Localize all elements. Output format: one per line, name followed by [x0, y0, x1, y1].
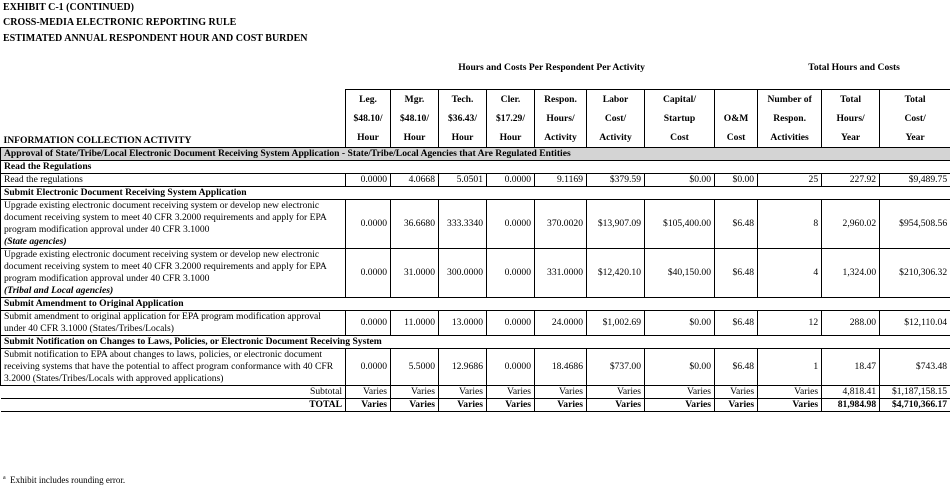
value-cell: $6.48 [715, 348, 758, 385]
value-cell: $743.48 [880, 348, 950, 385]
activity-description [1, 173, 346, 186]
column-header-2 [391, 89, 439, 147]
total-label: TOTAL [1, 398, 346, 411]
footnote [3, 475, 125, 485]
value-cell: $12,420.10 [587, 248, 645, 297]
column-header-line: Labor [602, 93, 629, 105]
section-row [1, 335, 950, 348]
column-header-line: $48.10/ [353, 112, 383, 124]
value-cell: 36.6680 [391, 199, 439, 248]
value-cell: 13.0000 [439, 310, 487, 335]
value-cell: Varies [535, 385, 587, 398]
column-header-line: Leg. [359, 93, 377, 105]
column-header-line: Year [905, 131, 925, 143]
column-header-9 [758, 89, 822, 147]
value-cell: $737.00 [587, 348, 645, 385]
value-cell: Varies [587, 398, 645, 411]
value-cell: Varies [715, 398, 758, 411]
value-cell: Varies [391, 385, 439, 398]
value-cell: $4,710,366.17 [880, 398, 950, 411]
column-header-line: Hours/ [836, 112, 865, 124]
value-cell: $12,110.04 [880, 310, 950, 335]
column-header-line: $48.10/ [399, 112, 430, 124]
value-cell: Varies [535, 398, 587, 411]
approval-header-row [1, 147, 950, 160]
activity-text: Upgrade existing electronic document receiving system or develop new electronic document receiving system to meet 40 CFR 3.2000 requirements and apply for EPA program modification approval under 40 CFR 3.1000 [4, 248, 327, 284]
column-header-line: Respon. [544, 93, 577, 105]
value-cell: 0.0000 [487, 199, 535, 248]
column-header-line: Number of [767, 93, 812, 105]
column-header-line: Hour [499, 131, 522, 143]
value-cell: 0.0000 [487, 310, 535, 335]
value-cell: 5.5000 [391, 348, 439, 385]
column-header-line: Activities [770, 131, 809, 143]
column-header-7 [645, 89, 715, 147]
value-cell: Varies [487, 398, 535, 411]
value-cell: 0.0000 [346, 248, 391, 297]
activity-qualifier: (Tribal and Local agencies) [4, 284, 114, 296]
value-cell: $210,306.32 [880, 248, 950, 297]
table-row [1, 248, 950, 297]
value-cell: $954,508.56 [880, 199, 950, 248]
section-title: Submit Notification on Changes to Laws, Policies, or Electronic Document Receiving System [1, 335, 950, 348]
section-row [1, 297, 950, 310]
column-header-line: Hours/ [546, 112, 575, 124]
value-cell: $1,187,158.15 [880, 385, 950, 398]
value-cell: 31.0000 [391, 248, 439, 297]
value-cell: Varies [391, 398, 439, 411]
value-cell: Varies [587, 385, 645, 398]
value-cell: Varies [758, 385, 822, 398]
column-header-line: Activity [599, 131, 632, 143]
value-cell: 0.0000 [346, 310, 391, 335]
activity-text: Read the regulations [4, 173, 83, 185]
value-cell: Varies [439, 385, 487, 398]
value-cell: 24.0000 [535, 310, 587, 335]
burden-table [0, 59, 950, 412]
activity-description [1, 199, 346, 248]
value-cell: Varies [645, 398, 715, 411]
exhibit-label: EXHIBIT C-1 (CONTINUED) [3, 2, 134, 13]
column-header-line: Hour [403, 131, 426, 143]
column-header-line: Capital/ [662, 93, 697, 105]
value-cell: $379.59 [587, 173, 645, 186]
section-title: Submit Amendment to Original Application [1, 297, 950, 310]
column-header-11 [880, 89, 950, 147]
column-header-line: Cost [726, 131, 746, 143]
value-cell: 1,324.00 [822, 248, 880, 297]
activity-text: Submit amendment to original application for EPA program modification approval under 40 CFR 3.1000 (States/Tribes/Locals) [4, 310, 321, 334]
column-header-line: Activity [544, 131, 577, 143]
value-cell: Varies [346, 398, 391, 411]
value-cell: $6.48 [715, 248, 758, 297]
activity-text: Submit notification to EPA about changes to laws, policies, or electronic document receiving systems that have the potential to affect program conformance with 40 CFR 3.2000 (States/Tribes/Locals with approved applications) [4, 348, 334, 384]
column-header-line: Hour [357, 131, 379, 143]
value-cell: 0.0000 [346, 199, 391, 248]
column-header-8 [715, 89, 758, 147]
value-cell: 12 [758, 310, 822, 335]
column-header-line: Year [841, 131, 861, 143]
activity-column-header: INFORMATION COLLECTION ACTIVITY [1, 89, 346, 147]
column-header-line: Cost/ [604, 112, 627, 124]
activity-qualifier: (State agencies) [4, 235, 67, 247]
group-totals: Total Hours and Costs [808, 62, 900, 73]
value-cell: $40,150.00 [645, 248, 715, 297]
value-cell: $13,907.09 [587, 199, 645, 248]
table-row [1, 310, 950, 335]
value-cell: 8 [758, 199, 822, 248]
column-header-1 [346, 89, 391, 147]
activity-description [1, 248, 346, 297]
column-header-line: Cost/ [904, 112, 926, 124]
value-cell: 9.1169 [535, 173, 587, 186]
value-cell: Varies [645, 385, 715, 398]
column-header-6 [587, 89, 645, 147]
value-cell: 4 [758, 248, 822, 297]
subtotal-label: Subtotal [1, 385, 346, 398]
activity-text: Upgrade existing electronic document receiving system or develop new electronic document receiving system to meet 40 CFR 3.2000 requirements and apply for EPA program modification approval under 40 CFR 3.1000 [4, 199, 327, 235]
value-cell: 2,960.02 [822, 199, 880, 248]
value-cell: 81,984.98 [822, 398, 880, 411]
column-header-4 [487, 89, 535, 147]
value-cell: $0.00 [715, 173, 758, 186]
value-cell: Varies [758, 398, 822, 411]
value-cell: 4,818.41 [822, 385, 880, 398]
table-row [1, 199, 950, 248]
activity-description [1, 348, 346, 385]
approval-header: Approval of State/Tribe/Local Electronic Document Receiving System Application - State/Tribe/Local Agencies that Are Regulated Entities [1, 147, 950, 160]
value-cell: Varies [715, 385, 758, 398]
value-cell: $1,002.69 [587, 310, 645, 335]
value-cell: 0.0000 [487, 173, 535, 186]
value-cell: 0.0000 [487, 348, 535, 385]
column-header-line: Hour [451, 131, 474, 143]
value-cell: 0.0000 [487, 248, 535, 297]
total-row [1, 398, 950, 411]
footnote-mark: a [3, 475, 6, 481]
column-header-line: Startup [663, 112, 696, 124]
column-header-line: $36.43/ [447, 112, 478, 124]
value-cell: Varies [346, 385, 391, 398]
value-cell: 333.3340 [439, 199, 487, 248]
column-header-line: Tech. [451, 93, 474, 105]
value-cell: 1 [758, 348, 822, 385]
value-cell: $105,400.00 [645, 199, 715, 248]
column-header-line: O&M [723, 112, 749, 124]
activity-description [1, 310, 346, 335]
column-header-line: $17.29/ [495, 112, 526, 124]
section-title: Read the Regulations [1, 160, 950, 173]
value-cell: 0.0000 [346, 348, 391, 385]
column-header-line: Cler. [500, 93, 521, 105]
column-header-10 [822, 89, 880, 147]
value-cell: 227.92 [822, 173, 880, 186]
column-header-3 [439, 89, 487, 147]
column-header-row [1, 89, 950, 147]
section-row [1, 160, 950, 173]
column-header-5 [535, 89, 587, 147]
group-header-row [1, 59, 950, 77]
section-title: Submit Electronic Document Receiving System Application [1, 186, 950, 199]
table-row [1, 173, 950, 186]
group-per-activity: Hours and Costs Per Respondent Per Activity [458, 62, 645, 73]
value-cell: 4.0668 [391, 173, 439, 186]
value-cell: $0.00 [645, 348, 715, 385]
table-title: ESTIMATED ANNUAL RESPONDENT HOUR AND COST BURDEN [3, 33, 308, 44]
column-header-line: Total [840, 93, 862, 105]
value-cell: 288.00 [822, 310, 880, 335]
value-cell: 11.0000 [391, 310, 439, 335]
value-cell: 25 [758, 173, 822, 186]
rule-title: CROSS-MEDIA ELECTRONIC REPORTING RULE [3, 17, 237, 28]
value-cell: 5.0501 [439, 173, 487, 186]
value-cell: $0.00 [645, 310, 715, 335]
value-cell: $6.48 [715, 310, 758, 335]
value-cell: $0.00 [645, 173, 715, 186]
value-cell: 18.4686 [535, 348, 587, 385]
table-row [1, 348, 950, 385]
value-cell: Varies [487, 385, 535, 398]
value-cell: 18.47 [822, 348, 880, 385]
column-header-line: Respon. [773, 112, 806, 124]
value-cell: 331.0000 [535, 248, 587, 297]
footnote-text: Exhibit includes rounding error. [10, 475, 126, 485]
subtotal-row [1, 385, 950, 398]
column-header-line: Mgr. [404, 93, 425, 105]
value-cell: 370.0020 [535, 199, 587, 248]
value-cell: $9,489.75 [880, 173, 950, 186]
value-cell: 300.0000 [439, 248, 487, 297]
value-cell: Varies [439, 398, 487, 411]
column-header-line: Cost [670, 131, 689, 143]
value-cell: 12.9686 [439, 348, 487, 385]
column-header-line: Total [904, 93, 926, 105]
value-cell: $6.48 [715, 199, 758, 248]
section-row [1, 186, 950, 199]
value-cell: 0.0000 [346, 173, 391, 186]
